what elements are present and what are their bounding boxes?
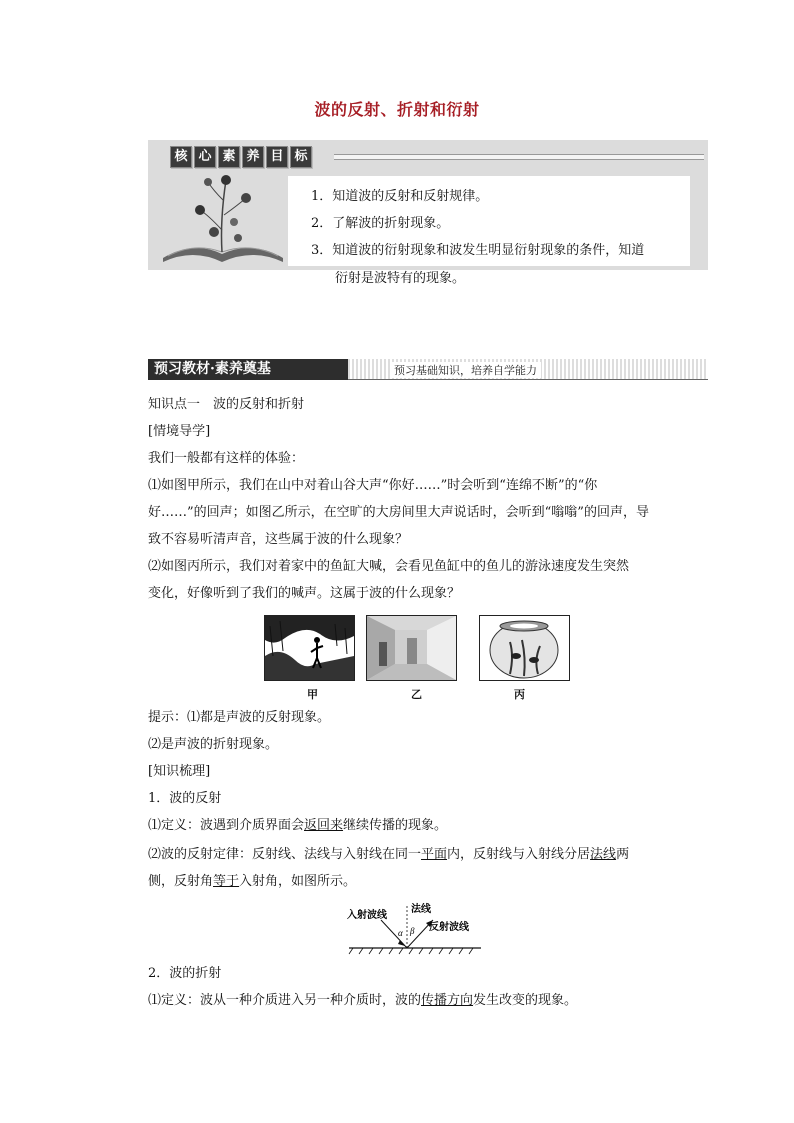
incident-label: 入射波线 bbox=[347, 910, 387, 921]
question-1-line-3: 致不容易听清声音，这些属于波的什么现象？ bbox=[148, 532, 409, 547]
core-goals-label bbox=[170, 146, 312, 168]
question-1-line-1: ⑴如图甲所示，我们在山中对着山谷大声“你好……”时会听到“连绵不断”的“你 bbox=[148, 478, 598, 493]
text-fragment: 继续传播的现象。 bbox=[343, 818, 448, 833]
text-fragment: 入射角，如图所示。 bbox=[239, 874, 357, 889]
goal-3-continued: 衍射是波特有的现象。 bbox=[335, 271, 466, 286]
banner-sub: 预习基础知识，培养自学能力 bbox=[390, 362, 541, 378]
caption-yi: 乙 bbox=[411, 688, 422, 701]
reflection-heading: 1．波的反射 bbox=[148, 791, 222, 806]
caption-jia: 甲 bbox=[307, 688, 318, 701]
goal-2: 2．了解波的折射现象。 bbox=[311, 216, 450, 231]
text-fragment: 发生改变的现象。 bbox=[473, 993, 578, 1008]
reflection-diagram bbox=[345, 900, 485, 958]
banner-rule bbox=[348, 379, 708, 380]
text-fragment: ⑴定义：波从一种介质进入另一种介质时，波的 bbox=[148, 993, 422, 1008]
page-title: 波的反射、折射和衍射 bbox=[314, 100, 480, 119]
text-fragment: ⑴定义：波遇到介质界面会 bbox=[148, 818, 305, 833]
blank-answer: 传播方向 bbox=[421, 993, 474, 1008]
photo-fish-tank bbox=[479, 615, 570, 681]
blank-answer: 平面 bbox=[421, 847, 448, 862]
alpha-label: α bbox=[398, 928, 403, 938]
goal-1: 1．知道波的反射和反射规律。 bbox=[311, 189, 489, 204]
beta-label: β bbox=[410, 926, 415, 936]
photo-mountain-valley bbox=[264, 615, 355, 681]
sort-label: [知识梳理] bbox=[148, 764, 211, 779]
intro-text: 我们一般都有这样的体验： bbox=[148, 451, 305, 466]
book-flower-illustration bbox=[158, 170, 288, 265]
goal-3: 3．知道波的衍射现象和波发生明显衍射现象的条件，知道 bbox=[311, 243, 645, 258]
question-2-line-2: 变化，好像听到了我们的喊声。这属于波的什么现象？ bbox=[148, 586, 461, 601]
hint-1: 提示：⑴都是声波的反射现象。 bbox=[148, 710, 331, 725]
text-fragment: ⑵波的反射定律：反射线、法线与入射线在同一 bbox=[148, 847, 422, 862]
question-1-line-2: 好……”的回声；如图乙所示，在空旷的大房间里大声说话时，会听到“嗡嗡”的回声，导 bbox=[148, 505, 649, 520]
normal-label: 法线 bbox=[411, 904, 431, 915]
core-char: 素 bbox=[218, 146, 240, 168]
blank-answer: 等于 bbox=[213, 874, 240, 889]
blank-answer: 返回来 bbox=[304, 818, 344, 833]
caption-bing: 丙 bbox=[514, 688, 525, 701]
core-label-rule bbox=[334, 154, 704, 160]
reflected-label: 反射波线 bbox=[429, 922, 469, 933]
core-char: 标 bbox=[290, 146, 312, 168]
core-char: 核 bbox=[170, 146, 192, 168]
incident-arrow bbox=[398, 940, 405, 946]
situation-label: [情境导学] bbox=[148, 424, 211, 439]
hint-2: ⑵是声波的折射现象。 bbox=[148, 737, 279, 752]
text-fragment: 内，反射线与入射线分居 bbox=[447, 847, 591, 862]
section-banner bbox=[148, 359, 708, 380]
blank-answer: 法线 bbox=[590, 847, 617, 862]
core-goals-box bbox=[148, 140, 708, 270]
photo-empty-room bbox=[366, 615, 457, 681]
reflection-law-line-1 bbox=[148, 845, 629, 865]
interface-hatching bbox=[349, 948, 473, 954]
reflection-law-line-2 bbox=[148, 872, 356, 892]
text-fragment: 侧，反射角 bbox=[148, 874, 214, 889]
refraction-heading: 2．波的折射 bbox=[148, 966, 222, 981]
reflection-definition bbox=[148, 816, 447, 836]
core-char: 心 bbox=[194, 146, 216, 168]
question-2-line-1: ⑵如图丙所示，我们对着家中的鱼缸大喊，会看见鱼缸中的鱼儿的游泳速度发生突然 bbox=[148, 559, 630, 574]
text-fragment: 两 bbox=[616, 847, 630, 862]
core-char: 养 bbox=[242, 146, 264, 168]
refraction-definition bbox=[148, 991, 577, 1011]
knowledge-heading: 知识点一 波的反射和折射 bbox=[148, 397, 305, 412]
banner-main: 预习教材·素养奠基 bbox=[148, 359, 348, 380]
core-char: 目 bbox=[266, 146, 288, 168]
